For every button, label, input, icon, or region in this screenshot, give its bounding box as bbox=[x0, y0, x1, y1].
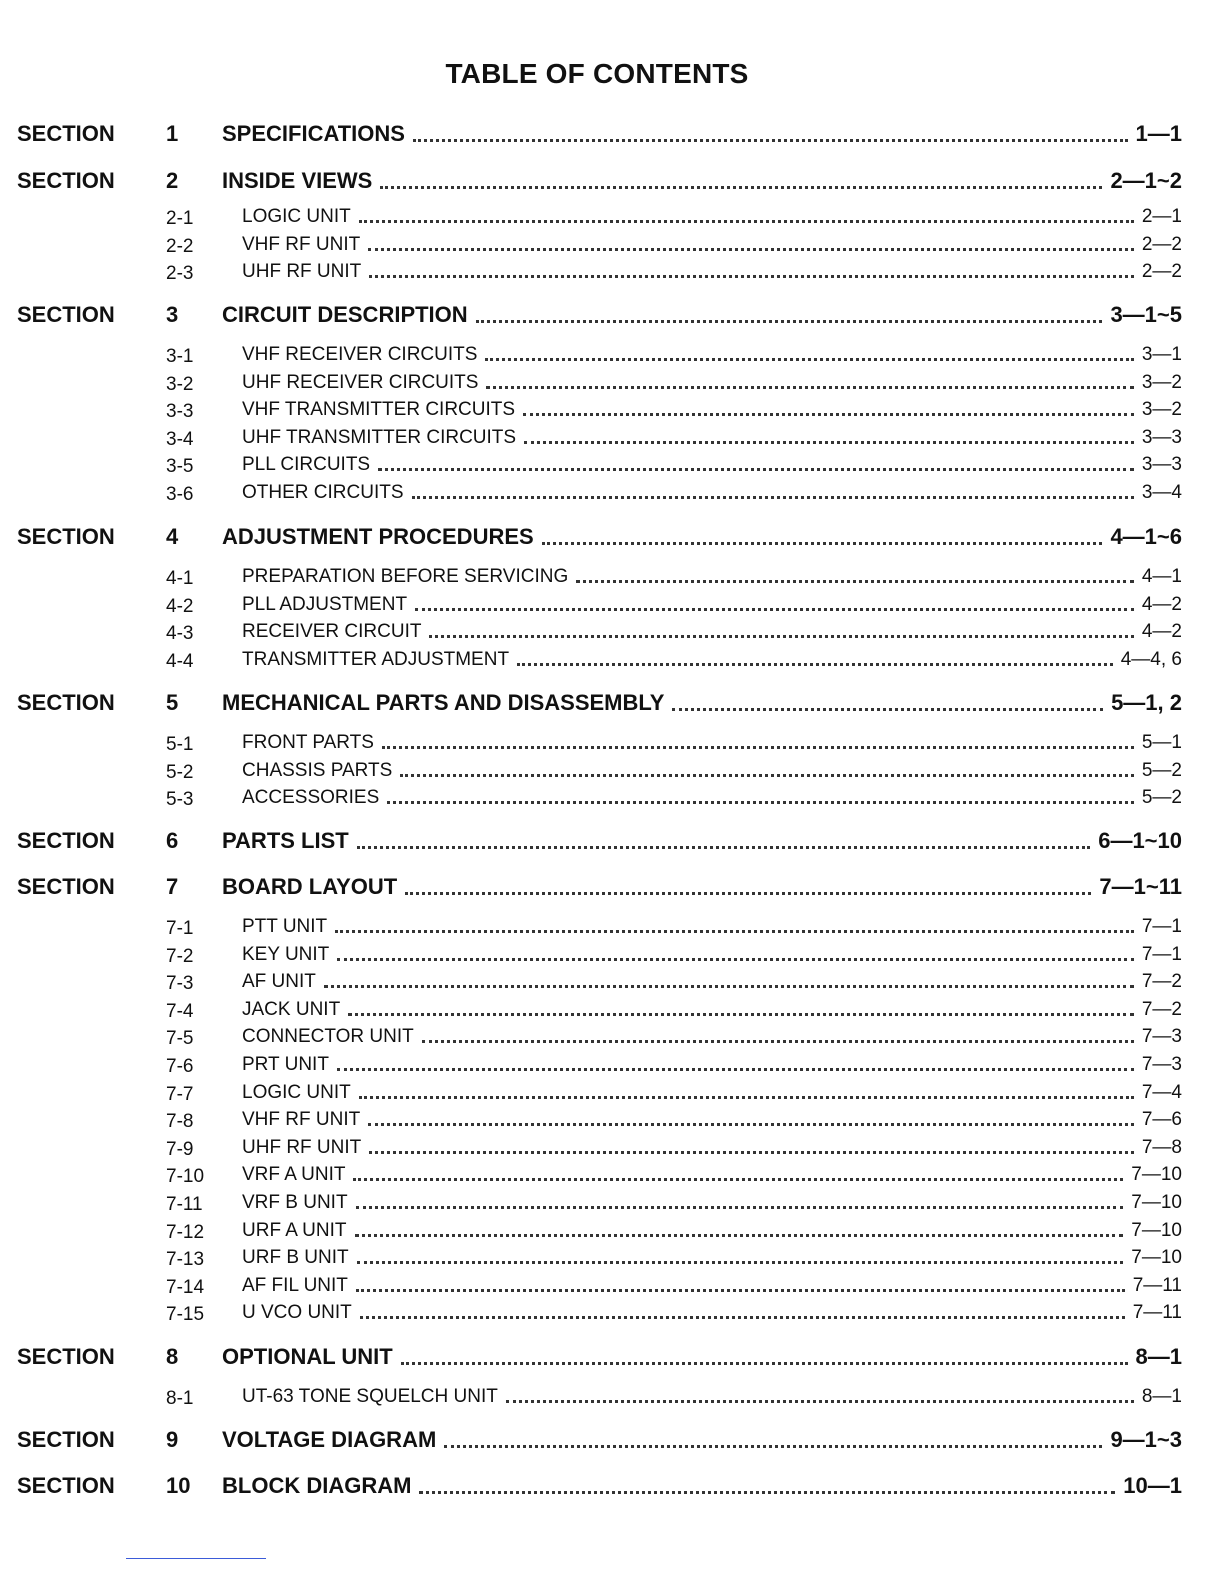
subsection-title: UHF RF UNIT bbox=[242, 1137, 362, 1158]
page-reference: 7—10 bbox=[1131, 1247, 1182, 1268]
section-number: 3 bbox=[166, 302, 179, 327]
section-title: BOARD LAYOUT bbox=[222, 874, 398, 899]
subsection-title: PRT UNIT bbox=[242, 1054, 329, 1075]
toc-subentry bbox=[0, 645, 1224, 673]
page-reference: 7—10 bbox=[1131, 1220, 1182, 1241]
subsection-number: 8-1 bbox=[166, 1388, 194, 1409]
subsection-title: ACCESSORIES bbox=[242, 787, 380, 808]
page-reference: 7—2 bbox=[1141, 971, 1182, 992]
entry-leader bbox=[242, 344, 1182, 366]
subsection-title: CHASSIS PARTS bbox=[242, 760, 393, 781]
entry-leader bbox=[242, 1386, 1182, 1408]
dot-leader bbox=[476, 320, 1103, 323]
entry-leader bbox=[222, 121, 1182, 147]
page-reference: 5—2 bbox=[1141, 787, 1182, 808]
subsection-title: UHF RF UNIT bbox=[242, 261, 362, 282]
subsection-title: UHF TRANSMITTER CIRCUITS bbox=[242, 427, 517, 448]
subsection-number: 7-7 bbox=[166, 1084, 194, 1105]
entry-leader bbox=[242, 1220, 1182, 1242]
toc-subentry bbox=[0, 1050, 1224, 1078]
entry-leader bbox=[242, 454, 1182, 476]
toc-subentry bbox=[0, 562, 1224, 590]
toc-subentry bbox=[0, 1105, 1224, 1133]
subsection-number: 2-3 bbox=[166, 263, 194, 284]
page-reference: 7—10 bbox=[1131, 1192, 1182, 1213]
dot-leader bbox=[405, 892, 1091, 895]
toc-section-entry bbox=[0, 874, 1224, 902]
toc-section-entry bbox=[0, 121, 1224, 149]
subsection-title: UT-63 TONE SQUELCH UNIT bbox=[242, 1386, 498, 1407]
subsection-title: URF A UNIT bbox=[242, 1220, 347, 1241]
page-reference: 4—1 bbox=[1141, 566, 1182, 587]
section-word: SECTION bbox=[17, 524, 115, 549]
subsection-number: 7-3 bbox=[166, 973, 194, 994]
page-reference: 3—2 bbox=[1141, 372, 1182, 393]
entry-leader bbox=[242, 261, 1182, 283]
dot-leader bbox=[422, 1040, 1134, 1043]
section-number: 9 bbox=[166, 1427, 179, 1452]
toc-section-entry bbox=[0, 302, 1224, 330]
subsection-number: 7-15 bbox=[166, 1304, 205, 1325]
toc-subentry bbox=[0, 1243, 1224, 1271]
dot-leader bbox=[419, 1491, 1115, 1494]
dot-leader bbox=[369, 1151, 1134, 1154]
subsection-number: 3-5 bbox=[166, 456, 194, 477]
dot-leader bbox=[353, 1178, 1123, 1181]
page-reference: 7—1~11 bbox=[1099, 874, 1182, 899]
subsection-title: RECEIVER CIRCUIT bbox=[242, 621, 422, 642]
entry-leader bbox=[222, 874, 1182, 900]
subsection-number: 2-1 bbox=[166, 208, 194, 229]
page-reference: 4—1~6 bbox=[1110, 524, 1182, 549]
dot-leader bbox=[672, 708, 1103, 711]
section-word: SECTION bbox=[17, 1427, 115, 1452]
dot-leader bbox=[357, 846, 1090, 849]
entry-leader bbox=[242, 1302, 1182, 1324]
subsection-number: 7-2 bbox=[166, 946, 194, 967]
entry-leader bbox=[242, 916, 1182, 938]
page-reference: 5—1, 2 bbox=[1111, 690, 1182, 715]
subsection-title: VHF TRANSMITTER CIRCUITS bbox=[242, 399, 516, 420]
section-word: SECTION bbox=[17, 1344, 115, 1369]
section-title: CIRCUIT DESCRIPTION bbox=[222, 302, 468, 327]
subsection-title: VRF B UNIT bbox=[242, 1192, 348, 1213]
page-reference: 2—1~2 bbox=[1110, 168, 1182, 193]
section-title: MECHANICAL PARTS AND DISASSEMBLY bbox=[222, 690, 665, 715]
dot-leader bbox=[324, 985, 1134, 988]
dot-leader bbox=[415, 608, 1134, 611]
page-reference: 2—2 bbox=[1141, 261, 1182, 282]
subsection-number: 4-3 bbox=[166, 623, 194, 644]
entry-leader bbox=[242, 971, 1182, 993]
page-reference: 7—4 bbox=[1141, 1082, 1182, 1103]
toc-subentry bbox=[0, 478, 1224, 506]
subsection-title: LOGIC UNIT bbox=[242, 1082, 351, 1103]
toc-subentry bbox=[0, 230, 1224, 258]
toc-subentry bbox=[0, 1382, 1224, 1410]
section-title: ADJUSTMENT PROCEDURES bbox=[222, 524, 534, 549]
subsection-number: 3-4 bbox=[166, 429, 194, 450]
entry-leader bbox=[242, 234, 1182, 256]
dot-leader bbox=[359, 1096, 1134, 1099]
page-reference: 1—1 bbox=[1135, 121, 1182, 146]
subsection-number: 3-2 bbox=[166, 374, 194, 395]
dot-leader bbox=[429, 635, 1133, 638]
page-reference: 3—4 bbox=[1141, 482, 1182, 503]
dot-leader bbox=[348, 1013, 1134, 1016]
page-reference: 3—1~5 bbox=[1110, 302, 1182, 327]
page-reference: 7—3 bbox=[1141, 1054, 1182, 1075]
page-reference: 3—2 bbox=[1141, 399, 1182, 420]
entry-leader bbox=[222, 690, 1182, 716]
subsection-number: 7-1 bbox=[166, 918, 194, 939]
toc-subentry bbox=[0, 395, 1224, 423]
entry-leader bbox=[222, 1344, 1182, 1370]
toc-subentry bbox=[0, 202, 1224, 230]
entry-leader bbox=[242, 1082, 1182, 1104]
dot-leader bbox=[369, 275, 1134, 278]
toc-subentry bbox=[0, 756, 1224, 784]
toc-section-entry bbox=[0, 828, 1224, 856]
toc-subentry bbox=[0, 912, 1224, 940]
page-reference: 7—2 bbox=[1141, 999, 1182, 1020]
toc-subentry bbox=[0, 728, 1224, 756]
entry-leader bbox=[242, 1164, 1182, 1186]
section-number: 6 bbox=[166, 828, 179, 853]
toc-section-entry bbox=[0, 1344, 1224, 1372]
page-reference: 2—1 bbox=[1141, 206, 1182, 227]
subsection-number: 4-1 bbox=[166, 568, 194, 589]
subsection-title: CONNECTOR UNIT bbox=[242, 1026, 414, 1047]
toc-subentry bbox=[0, 423, 1224, 451]
entry-leader bbox=[222, 524, 1182, 550]
subsection-number: 7-4 bbox=[166, 1001, 194, 1022]
entry-leader bbox=[242, 1192, 1182, 1214]
page-reference: 3—3 bbox=[1141, 454, 1182, 475]
section-title: INSIDE VIEWS bbox=[222, 168, 373, 193]
toc-subentry bbox=[0, 450, 1224, 478]
page-reference: 6—1~10 bbox=[1098, 828, 1182, 853]
page-reference: 7—10 bbox=[1131, 1164, 1182, 1185]
subsection-title: URF B UNIT bbox=[242, 1247, 349, 1268]
subsection-number: 3-3 bbox=[166, 401, 194, 422]
page-reference: 8—1 bbox=[1141, 1386, 1182, 1407]
entry-leader bbox=[242, 621, 1182, 643]
subsection-number: 7-12 bbox=[166, 1222, 205, 1243]
section-title: PARTS LIST bbox=[222, 828, 349, 853]
subsection-number: 7-5 bbox=[166, 1028, 194, 1049]
subsection-title: VHF RF UNIT bbox=[242, 234, 361, 255]
subsection-title: FRONT PARTS bbox=[242, 732, 374, 753]
entry-leader bbox=[242, 1026, 1182, 1048]
subsection-title: PLL CIRCUITS bbox=[242, 454, 371, 475]
page-reference: 7—3 bbox=[1141, 1026, 1182, 1047]
subsection-title: UHF RECEIVER CIRCUITS bbox=[242, 372, 479, 393]
section-word: SECTION bbox=[17, 168, 115, 193]
entry-leader bbox=[242, 649, 1182, 671]
entry-leader bbox=[242, 482, 1182, 504]
subsection-number: 7-9 bbox=[166, 1139, 194, 1160]
page-reference: 3—1 bbox=[1141, 344, 1182, 365]
toc-section-entry bbox=[0, 1427, 1224, 1455]
toc-subentry bbox=[0, 368, 1224, 396]
subsection-title: KEY UNIT bbox=[242, 944, 330, 965]
dot-leader bbox=[380, 186, 1102, 189]
entry-leader bbox=[242, 760, 1182, 782]
entry-leader bbox=[242, 1275, 1182, 1297]
entry-leader bbox=[242, 566, 1182, 588]
toc-section-entry bbox=[0, 524, 1224, 552]
toc-subentry bbox=[0, 1298, 1224, 1326]
dot-leader bbox=[506, 1400, 1134, 1403]
subsection-number: 5-3 bbox=[166, 789, 194, 810]
section-title: BLOCK DIAGRAM bbox=[222, 1473, 412, 1498]
page-reference: 2—2 bbox=[1141, 234, 1182, 255]
dot-leader bbox=[485, 358, 1133, 361]
toc-subentry bbox=[0, 617, 1224, 645]
dot-leader bbox=[335, 930, 1134, 933]
toc-section-entry bbox=[0, 168, 1224, 196]
entry-leader bbox=[242, 1109, 1182, 1131]
entry-leader bbox=[242, 999, 1182, 1021]
subsection-number: 4-4 bbox=[166, 651, 194, 672]
section-number: 7 bbox=[166, 874, 179, 899]
toc-subentry bbox=[0, 340, 1224, 368]
subsection-number: 7-11 bbox=[166, 1194, 203, 1215]
dot-leader bbox=[359, 220, 1134, 223]
toc-subentry bbox=[0, 1078, 1224, 1106]
section-title: OPTIONAL UNIT bbox=[222, 1344, 393, 1369]
section-word: SECTION bbox=[17, 690, 115, 715]
page-reference: 7—1 bbox=[1141, 944, 1182, 965]
entry-leader bbox=[242, 1137, 1182, 1159]
toc-subentry bbox=[0, 590, 1224, 618]
subsection-title: VRF A UNIT bbox=[242, 1164, 346, 1185]
subsection-number: 3-1 bbox=[166, 346, 194, 367]
page-title: TABLE OF CONTENTS bbox=[445, 58, 749, 89]
section-title: SPECIFICATIONS bbox=[222, 121, 405, 146]
subsection-title: OTHER CIRCUITS bbox=[242, 482, 404, 503]
section-number: 2 bbox=[166, 168, 179, 193]
toc-subentry bbox=[0, 940, 1224, 968]
subsection-title: PLL ADJUSTMENT bbox=[242, 594, 408, 615]
toc-subentry bbox=[0, 1022, 1224, 1050]
toc-subentry bbox=[0, 967, 1224, 995]
section-number: 10 bbox=[166, 1473, 191, 1498]
toc-subentry bbox=[0, 1133, 1224, 1161]
page-reference: 7—11 bbox=[1132, 1275, 1182, 1296]
subsection-number: 3-6 bbox=[166, 484, 194, 505]
dot-leader bbox=[360, 1316, 1125, 1319]
page-reference: 7—8 bbox=[1141, 1137, 1182, 1158]
toc-subentry bbox=[0, 1188, 1224, 1216]
page-reference: 3—3 bbox=[1141, 427, 1182, 448]
toc-subentry bbox=[0, 1160, 1224, 1188]
dot-leader bbox=[412, 496, 1134, 499]
dot-leader bbox=[356, 1289, 1125, 1292]
dot-leader bbox=[517, 663, 1113, 666]
page-reference: 9—1~3 bbox=[1110, 1427, 1182, 1452]
subsection-number: 7-8 bbox=[166, 1111, 194, 1132]
decorative-underline bbox=[126, 1558, 266, 1559]
dot-leader bbox=[355, 1234, 1124, 1237]
dot-leader bbox=[523, 413, 1134, 416]
entry-leader bbox=[222, 302, 1182, 328]
page-reference: 8—1 bbox=[1135, 1344, 1182, 1369]
entry-leader bbox=[222, 1473, 1182, 1499]
page-reference: 5—2 bbox=[1141, 760, 1182, 781]
toc-subentry bbox=[0, 1216, 1224, 1244]
dot-leader bbox=[542, 542, 1103, 545]
dot-leader bbox=[378, 468, 1134, 471]
subsection-number: 2-2 bbox=[166, 236, 194, 257]
dot-leader bbox=[368, 248, 1134, 251]
subsection-number: 5-2 bbox=[166, 762, 194, 783]
subsection-title: PREPARATION BEFORE SERVICING bbox=[242, 566, 569, 587]
entry-leader bbox=[242, 944, 1182, 966]
entry-leader bbox=[242, 206, 1182, 228]
subsection-title: AF FIL UNIT bbox=[242, 1275, 348, 1296]
page-reference: 4—2 bbox=[1141, 594, 1182, 615]
dot-leader bbox=[368, 1123, 1134, 1126]
dot-leader bbox=[356, 1206, 1124, 1209]
entry-leader bbox=[242, 1247, 1182, 1269]
entry-leader bbox=[242, 372, 1182, 394]
section-number: 8 bbox=[166, 1344, 179, 1369]
toc-section-entry bbox=[0, 690, 1224, 718]
page-reference: 7—6 bbox=[1141, 1109, 1182, 1130]
subsection-number: 7-10 bbox=[166, 1166, 205, 1187]
entry-leader bbox=[242, 1054, 1182, 1076]
subsection-title: U VCO UNIT bbox=[242, 1302, 352, 1323]
subsection-title: JACK UNIT bbox=[242, 999, 341, 1020]
subsection-title: TRANSMITTER ADJUSTMENT bbox=[242, 649, 510, 670]
toc-section-entry bbox=[0, 1473, 1224, 1501]
dot-leader bbox=[382, 746, 1134, 749]
entry-leader bbox=[222, 828, 1182, 854]
entry-leader bbox=[242, 399, 1182, 421]
dot-leader bbox=[576, 580, 1134, 583]
page-reference: 7—11 bbox=[1132, 1302, 1182, 1323]
subsection-title: AF UNIT bbox=[242, 971, 316, 992]
entry-leader bbox=[242, 427, 1182, 449]
page-reference: 4—2 bbox=[1141, 621, 1182, 642]
page-reference: 10—1 bbox=[1123, 1473, 1182, 1498]
toc-subentry bbox=[0, 995, 1224, 1023]
toc-subentry bbox=[0, 257, 1224, 285]
section-word: SECTION bbox=[17, 1473, 115, 1498]
subsection-number: 7-6 bbox=[166, 1056, 194, 1077]
toc-subentry bbox=[0, 783, 1224, 811]
page-reference: 4—4, 6 bbox=[1120, 649, 1182, 670]
dot-leader bbox=[387, 801, 1134, 804]
subsection-number: 7-14 bbox=[166, 1277, 205, 1298]
section-title: VOLTAGE DIAGRAM bbox=[222, 1427, 437, 1452]
dot-leader bbox=[413, 139, 1128, 142]
section-word: SECTION bbox=[17, 874, 115, 899]
subsection-title: PTT UNIT bbox=[242, 916, 328, 937]
section-number: 1 bbox=[166, 121, 179, 146]
toc-subentry bbox=[0, 1271, 1224, 1299]
dot-leader bbox=[400, 774, 1134, 777]
subsection-number: 4-2 bbox=[166, 596, 194, 617]
entry-leader bbox=[222, 168, 1182, 194]
subsection-title: VHF RF UNIT bbox=[242, 1109, 361, 1130]
subsection-number: 5-1 bbox=[166, 734, 194, 755]
entry-leader bbox=[242, 594, 1182, 616]
entry-leader bbox=[222, 1427, 1182, 1453]
dot-leader bbox=[357, 1261, 1124, 1264]
dot-leader bbox=[444, 1445, 1102, 1448]
section-word: SECTION bbox=[17, 121, 115, 146]
dot-leader bbox=[337, 958, 1134, 961]
subsection-title: LOGIC UNIT bbox=[242, 206, 351, 227]
page-reference: 5—1 bbox=[1141, 732, 1182, 753]
section-number: 5 bbox=[166, 690, 179, 715]
section-word: SECTION bbox=[17, 302, 115, 327]
dot-leader bbox=[524, 441, 1134, 444]
page-reference: 7—1 bbox=[1141, 916, 1182, 937]
dot-leader bbox=[401, 1362, 1128, 1365]
entry-leader bbox=[242, 787, 1182, 809]
section-word: SECTION bbox=[17, 828, 115, 853]
dot-leader bbox=[337, 1068, 1134, 1071]
entry-leader bbox=[242, 732, 1182, 754]
subsection-title: VHF RECEIVER CIRCUITS bbox=[242, 344, 478, 365]
dot-leader bbox=[486, 386, 1133, 389]
section-number: 4 bbox=[166, 524, 179, 549]
subsection-number: 7-13 bbox=[166, 1249, 205, 1270]
